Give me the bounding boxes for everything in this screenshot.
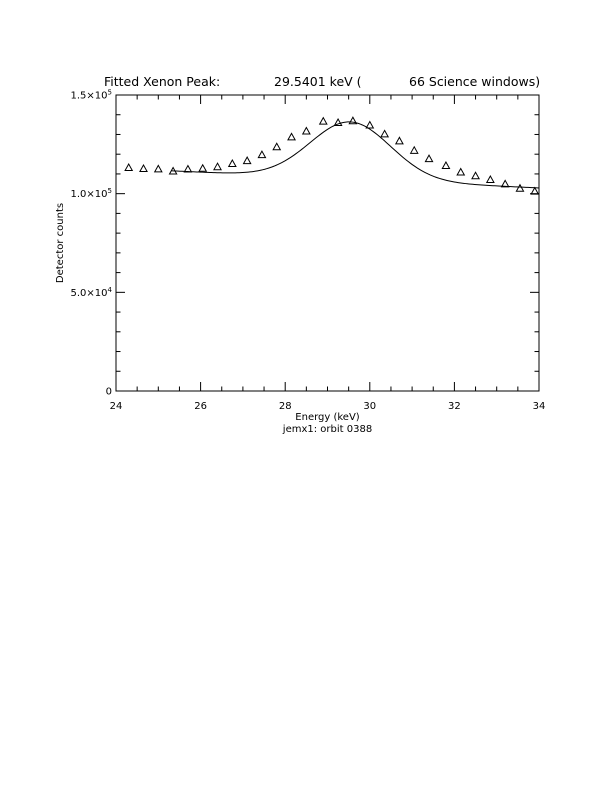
y-axis-label: Detector counts <box>55 202 66 284</box>
data-point-triangle <box>516 185 523 192</box>
x-axis-label: Energy (keV) <box>295 412 360 423</box>
data-point-triangle <box>155 165 162 172</box>
data-point-triangle <box>381 130 388 137</box>
y-tick-label: $1.0\times 10^5$ <box>70 187 112 201</box>
data-point-triangle <box>366 122 373 129</box>
data-markers <box>125 117 538 194</box>
data-point-triangle <box>349 117 356 124</box>
data-point-triangle <box>244 157 251 164</box>
axis-ticks <box>116 95 539 391</box>
fit-curve-line <box>171 122 539 188</box>
data-point-triangle <box>125 164 132 171</box>
data-point-triangle <box>487 176 494 183</box>
data-point-triangle <box>442 162 449 169</box>
chart-subtitle: jemx1: orbit 0388 <box>282 424 373 435</box>
tick-labels <box>71 89 546 413</box>
data-point-triangle <box>457 169 464 176</box>
data-point-triangle <box>273 143 280 150</box>
x-tick-label: 32 <box>448 401 461 412</box>
data-point-triangle <box>396 137 403 144</box>
data-point-triangle <box>425 155 432 162</box>
data-point-triangle <box>258 151 265 158</box>
x-tick-label: 24 <box>109 401 123 412</box>
data-point-triangle <box>199 165 206 172</box>
data-point-triangle <box>472 172 479 179</box>
data-point-triangle <box>288 133 295 140</box>
chart-title-label: Fitted Xenon Peak: <box>104 74 221 89</box>
chart-title-energy: 29.5401 keV ( <box>274 74 362 89</box>
chart-title-windows: 66 Science windows) <box>409 74 541 89</box>
data-point-triangle <box>229 160 236 167</box>
x-tick-label: 28 <box>278 401 292 412</box>
data-point-triangle <box>320 118 327 125</box>
data-point-triangle <box>214 163 221 170</box>
y-tick-label: $5.0\times 10^4$ <box>70 285 112 299</box>
data-point-triangle <box>334 119 341 126</box>
y-tick-label: 0 <box>105 386 112 398</box>
data-point-triangle <box>411 147 418 154</box>
x-tick-label: 30 <box>363 401 377 412</box>
data-point-triangle <box>303 127 310 134</box>
y-tick-label: $1.5\times 10^5$ <box>70 88 112 102</box>
x-tick-label: 26 <box>194 401 207 412</box>
chart-title <box>104 74 540 89</box>
x-tick-label: 34 <box>532 401 546 412</box>
data-point-triangle <box>140 165 147 172</box>
plot-frame <box>116 95 539 391</box>
